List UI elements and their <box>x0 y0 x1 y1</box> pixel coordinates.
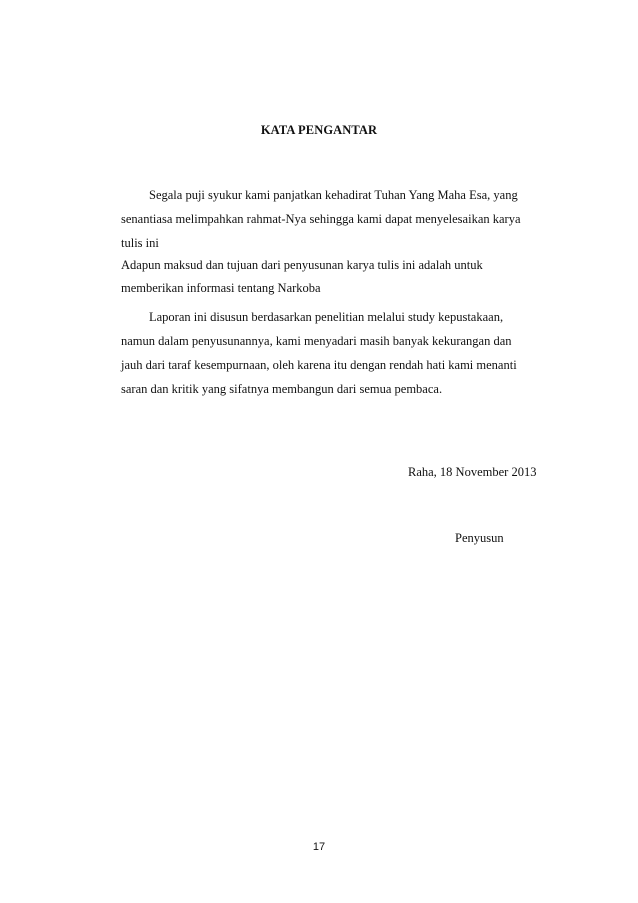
page-number: 17 <box>312 841 326 853</box>
paragraph-line: jauh dari taraf kesempurnaan, oleh karena itu dengan rendah hati kami menanti <box>121 358 517 372</box>
paragraph-line: Adapun maksud dan tujuan dari penyusunan karya tulis ini adalah untuk <box>121 258 483 272</box>
paragraph-line: senantiasa melimpahkan rahmat-Nya sehingga kami dapat menyelesaikan karya <box>121 212 521 226</box>
paragraph-line: memberikan informasi tentang Narkoba <box>121 281 321 295</box>
signature-label: Penyusun <box>455 531 504 545</box>
paragraph-line: Laporan ini disusun berdasarkan penelitian melalui study kepustakaan, <box>149 310 504 324</box>
paragraph-line: saran dan kritik yang sifatnya membangun dari semua pembaca. <box>121 382 443 396</box>
paragraph-line: Segala puji syukur kami panjatkan kehadirat Tuhan Yang Maha Esa, yang <box>149 188 518 202</box>
paragraph-line: namun dalam penyusunannya, kami menyadari masih banyak kekurangan dan <box>121 334 512 348</box>
page-title: KATA PENGANTAR <box>260 123 378 137</box>
paragraph-line: tulis ini <box>121 236 159 250</box>
place-date: Raha, 18 November 2013 <box>408 465 537 479</box>
